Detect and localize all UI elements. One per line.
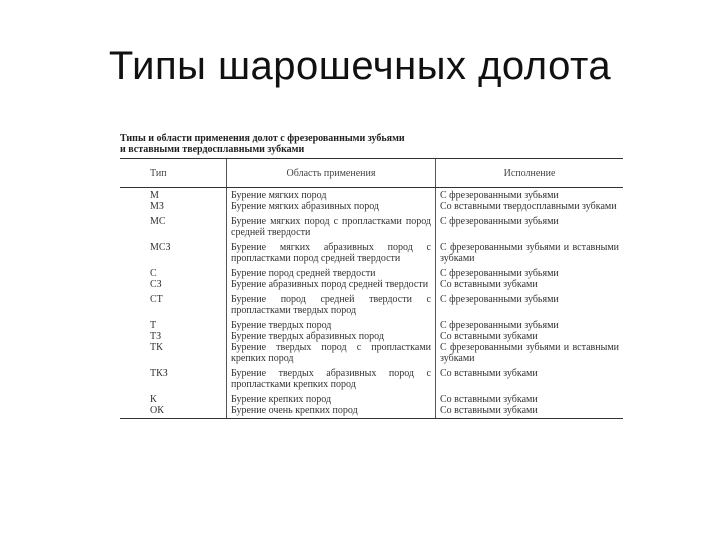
cell-area: Бурение твердых абразивных пород с пропластками крепких пород: [227, 364, 436, 390]
header-type: Тип: [120, 159, 227, 188]
table-row: [120, 316, 623, 331]
cell-version: С фрезерованными зубьями: [436, 264, 624, 279]
cell-type: Т: [150, 320, 157, 331]
cell-version: Со вставными зубками: [436, 405, 624, 419]
table-row: [120, 279, 623, 290]
cell-version: С фрезерованными зубьями: [436, 290, 624, 316]
cell-version: С фрезерованными зубьями: [436, 316, 624, 331]
cell-area: Бурение твердых абразивных пород: [227, 331, 436, 342]
cell-type: ТК: [150, 342, 163, 353]
table-row: [120, 342, 623, 364]
cell-version: Со вставными зубками: [436, 331, 624, 342]
cell-type: С: [150, 268, 157, 279]
table-header-row: [120, 159, 623, 188]
cell-version: С фрезерованными зубьями: [436, 188, 624, 202]
cell-area: Бурение абразивных пород средней твердости: [227, 279, 436, 290]
cell-version: Со вставными зубками: [436, 390, 624, 405]
cell-version: С фрезерованными зубьями: [436, 212, 624, 238]
bit-types-table-block: [120, 133, 623, 419]
cell-type: МЗ: [150, 201, 164, 212]
cell-area: Бурение твердых пород: [227, 316, 436, 331]
cell-type: МС: [150, 216, 166, 227]
cell-area: Бурение крепких пород: [227, 390, 436, 405]
cell-type: МСЗ: [150, 242, 171, 253]
cell-type: ТКЗ: [150, 368, 168, 379]
table-caption-line-1: Типы и области применения долот с фрезерованными зубьями: [120, 133, 405, 144]
cell-version: Со вставными зубками: [436, 279, 624, 290]
cell-area: Бурение очень крепких пород: [227, 405, 436, 419]
cell-type: СЗ: [150, 279, 162, 290]
cell-area: Бурение пород средней твердости с пропластками твердых пород: [227, 290, 436, 316]
header-area: Область применения: [227, 159, 436, 188]
table-row: [120, 238, 623, 264]
cell-type: СТ: [150, 294, 163, 305]
table-row: [120, 390, 623, 405]
table-row: [120, 331, 623, 342]
table-row: [120, 264, 623, 279]
cell-type: К: [150, 394, 157, 405]
table-row: [120, 212, 623, 238]
cell-area: Бурение мягких пород: [227, 188, 436, 202]
cell-type: М: [150, 190, 159, 201]
table-row: [120, 290, 623, 316]
table-row: [120, 188, 623, 202]
table-row: [120, 201, 623, 212]
cell-version: С фрезерованными зубьями и вставными зубками: [436, 342, 624, 364]
header-version: Исполнение: [436, 159, 624, 188]
cell-area: Бурение мягких абразивных пород с пропластками пород средней твердости: [227, 238, 436, 264]
table-row: [120, 405, 623, 419]
bit-types-table: [120, 158, 623, 419]
cell-area: Бурение мягких пород с пропластками пород средней твердости: [227, 212, 436, 238]
table-row: [120, 364, 623, 390]
cell-type: ОК: [120, 405, 227, 419]
table-caption: [120, 133, 623, 155]
cell-area: Бурение твердых пород с пропластками крепких пород: [227, 342, 436, 364]
cell-version: Со вставными зубками: [436, 364, 624, 390]
table-caption-line-2: и вставными твердосплавными зубками: [120, 144, 305, 155]
slide-title: Типы шарошечных долота: [108, 44, 612, 88]
cell-area: Бурение мягких абразивных пород: [227, 201, 436, 212]
cell-version: Со вставными твердосплавными зубками: [436, 201, 624, 212]
cell-type: ТЗ: [150, 331, 162, 342]
cell-area: Бурение пород средней твердости: [227, 264, 436, 279]
cell-version: С фрезерованными зубьями и вставными зубками: [436, 238, 624, 264]
